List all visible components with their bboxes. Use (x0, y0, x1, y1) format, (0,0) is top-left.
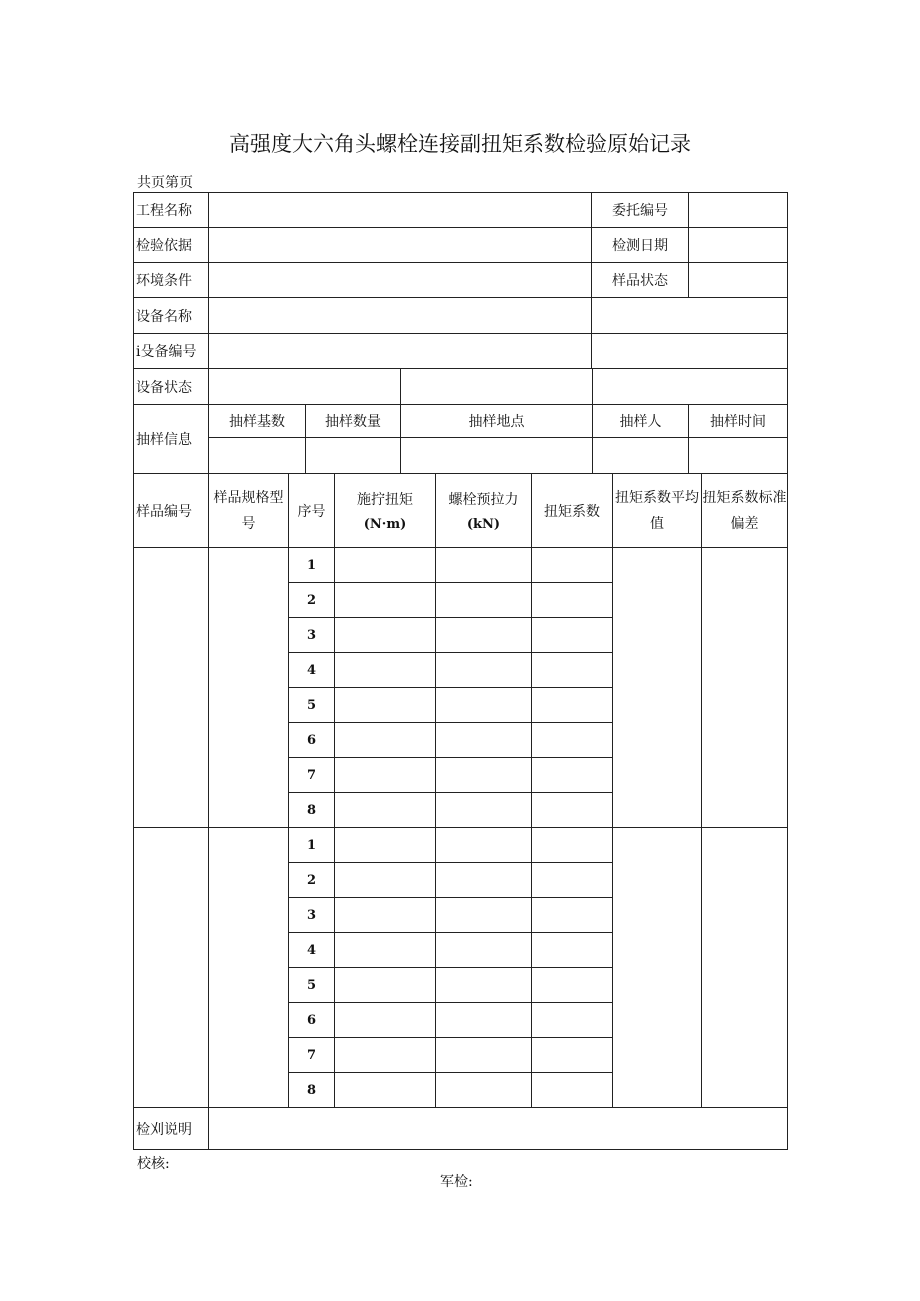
test-date-label: 检测日期 (592, 228, 689, 263)
preload-header (436, 474, 532, 548)
document-title: 高强度大六角头螺栓连接副扭矩系数检验原始记录 (229, 132, 691, 156)
equipment-state-label: 设备状态 (134, 369, 209, 405)
torque-cell[interactable] (335, 583, 436, 618)
coef-cell[interactable] (532, 898, 613, 933)
equipment-no-extra-field[interactable] (592, 334, 788, 369)
seq-cell: 3 (289, 898, 335, 933)
sampling-qty-header: 抽样数量 (306, 405, 401, 438)
torque-cell[interactable] (335, 1003, 436, 1038)
seq-cell: 5 (289, 688, 335, 723)
preload-cell[interactable] (436, 1073, 532, 1108)
project-name-label: 工程名称 (134, 193, 209, 228)
seq-cell: 5 (289, 968, 335, 1003)
equipment-name-extra-field[interactable] (592, 298, 788, 334)
sampling-info-label: 抽样信息 (134, 405, 209, 474)
equipment-name-label: 设备名称 (134, 298, 209, 334)
preload-cell[interactable] (436, 688, 532, 723)
coef-avg-header: 扭矩系数平均值 (613, 474, 702, 548)
basis-label: 检验依据 (134, 228, 209, 263)
sample-state-label: 样品状态 (592, 263, 689, 298)
group-2 (134, 828, 788, 1108)
torque-cell[interactable] (335, 548, 436, 583)
data-table (133, 473, 788, 1150)
seq-cell: 8 (289, 1073, 335, 1108)
seq-cell: 6 (289, 1003, 335, 1038)
group2-coef-std-field[interactable] (702, 828, 788, 1108)
preload-unit: (kN) (466, 517, 501, 532)
group2-spec-field[interactable] (209, 828, 289, 1108)
coef-cell[interactable] (532, 1038, 613, 1073)
coef-cell[interactable] (532, 968, 613, 1003)
commission-no-label: 委托编号 (592, 193, 689, 228)
equipment-name-field[interactable] (209, 298, 592, 334)
seq-cell: 1 (289, 828, 335, 863)
torque-cell[interactable] (335, 793, 436, 828)
equipment-state-extra-field-2[interactable] (593, 369, 788, 405)
group1-spec-field[interactable] (209, 548, 289, 828)
sampler-header: 抽样人 (593, 405, 689, 438)
remark-field[interactable] (209, 1108, 788, 1150)
preload-cell[interactable] (436, 1003, 532, 1038)
torque-header (335, 474, 436, 548)
coef-cell[interactable] (532, 793, 613, 828)
preload-cell[interactable] (436, 828, 532, 863)
basis-field[interactable] (209, 228, 592, 263)
equipment-state-field[interactable] (209, 369, 401, 405)
coef-cell[interactable] (532, 1073, 613, 1108)
torque-header-label: 施拧扭矩 (357, 492, 413, 508)
sampling-table (133, 368, 788, 474)
preload-cell[interactable] (436, 583, 532, 618)
seq-cell: 2 (289, 583, 335, 618)
coef-cell[interactable] (532, 828, 613, 863)
torque-cell[interactable] (335, 688, 436, 723)
preload-cell[interactable] (436, 793, 532, 828)
preload-cell[interactable] (436, 933, 532, 968)
remark-label: 检刈说明 (134, 1108, 209, 1150)
preload-cell[interactable] (436, 653, 532, 688)
seq-cell: 7 (289, 758, 335, 793)
project-name-field[interactable] (209, 193, 592, 228)
coef-cell[interactable] (532, 863, 613, 898)
torque-cell[interactable] (335, 758, 436, 793)
seq-cell: 2 (289, 863, 335, 898)
sampling-time-header: 抽样时间 (689, 405, 788, 438)
page-info: 共页第页 (137, 175, 193, 191)
torque-cell[interactable] (335, 1073, 436, 1108)
group2-sample-no-field[interactable] (134, 828, 209, 1108)
coef-cell[interactable] (532, 583, 613, 618)
tester-label: 军检: (440, 1174, 473, 1190)
sampling-qty-field[interactable] (306, 438, 401, 474)
sampling-location-field[interactable] (401, 438, 593, 474)
preload-cell[interactable] (436, 898, 532, 933)
torque-cell[interactable] (335, 863, 436, 898)
equipment-no-label: i殳备编号 (134, 334, 209, 369)
torque-unit: (N·m) (363, 517, 407, 532)
torque-cell[interactable] (335, 618, 436, 653)
reviewer-label: 校核: (137, 1156, 170, 1172)
environment-label: 环境条件 (134, 263, 209, 298)
seq-cell: 1 (289, 548, 335, 583)
preload-cell[interactable] (436, 863, 532, 898)
group-1 (134, 548, 788, 828)
coef-cell[interactable] (532, 1003, 613, 1038)
coef-cell[interactable] (532, 688, 613, 723)
equipment-no-field[interactable] (209, 334, 592, 369)
coef-cell[interactable] (532, 933, 613, 968)
group2-coef-avg-field[interactable] (613, 828, 702, 1108)
seq-cell: 4 (289, 933, 335, 968)
preload-header-label: 螺栓预拉力 (448, 492, 519, 508)
coef-header: 扭矩系数 (532, 474, 613, 548)
sampling-base-field[interactable] (209, 438, 306, 474)
preload-cell[interactable] (436, 1038, 532, 1073)
seq-header: 序号 (289, 474, 335, 548)
seq-cell: 3 (289, 618, 335, 653)
test-date-field[interactable] (689, 228, 788, 263)
seq-cell: 4 (289, 653, 335, 688)
seq-cell: 8 (289, 793, 335, 828)
environment-field[interactable] (209, 263, 592, 298)
torque-cell[interactable] (335, 653, 436, 688)
sampler-field[interactable] (593, 438, 689, 474)
torque-cell[interactable] (335, 933, 436, 968)
spec-header: 样品规格型号 (209, 474, 289, 548)
sample-no-header: 样品编号 (134, 474, 209, 548)
seq-cell: 6 (289, 723, 335, 758)
torque-cell[interactable] (335, 898, 436, 933)
sampling-location-header: 抽样地点 (401, 405, 593, 438)
preload-cell[interactable] (436, 968, 532, 1003)
coef-std-header: 扭矩系数标准偏差 (702, 474, 788, 548)
preload-cell[interactable] (436, 548, 532, 583)
sample-state-field[interactable] (689, 263, 788, 298)
sampling-base-header: 抽样基数 (209, 405, 306, 438)
sampling-time-field[interactable] (689, 438, 788, 474)
coef-cell[interactable] (532, 723, 613, 758)
torque-cell[interactable] (335, 1038, 436, 1073)
torque-cell[interactable] (335, 828, 436, 863)
equipment-state-extra-field[interactable] (401, 369, 593, 405)
group1-coef-avg-field[interactable] (613, 548, 702, 828)
coef-cell[interactable] (532, 548, 613, 583)
seq-cell: 7 (289, 1038, 335, 1073)
preload-cell[interactable] (436, 618, 532, 653)
coef-cell[interactable] (532, 758, 613, 793)
coef-cell[interactable] (532, 653, 613, 688)
torque-cell[interactable] (335, 968, 436, 1003)
group1-coef-std-field[interactable] (702, 548, 788, 828)
group1-sample-no-field[interactable] (134, 548, 209, 828)
preload-cell[interactable] (436, 758, 532, 793)
coef-cell[interactable] (532, 618, 613, 653)
torque-cell[interactable] (335, 723, 436, 758)
preload-cell[interactable] (436, 723, 532, 758)
commission-no-field[interactable] (689, 193, 788, 228)
info-table (133, 192, 788, 369)
